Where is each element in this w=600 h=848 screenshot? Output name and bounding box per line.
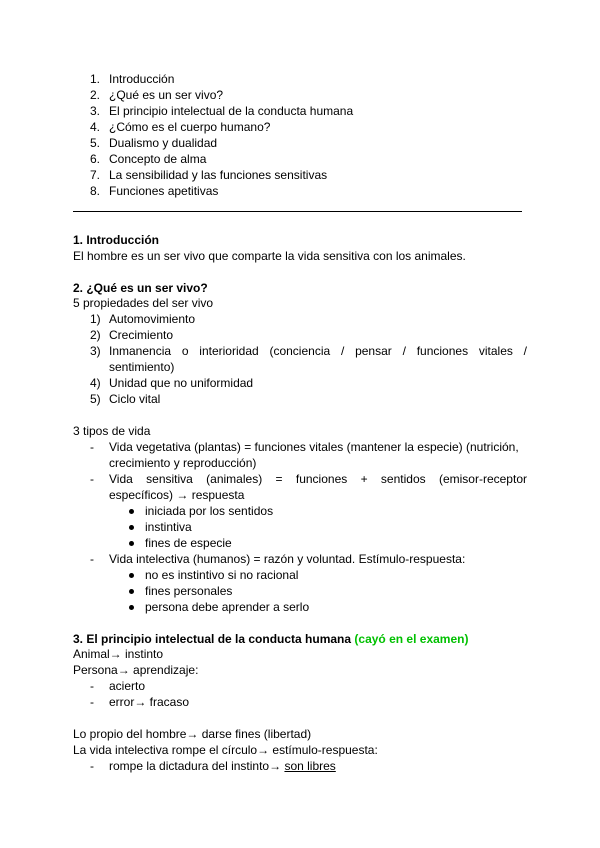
bullet-item: instintiva <box>145 520 192 534</box>
section-heading: 3. El principio intelectual de la conducta humana <box>73 632 352 646</box>
bullet-item: no es instintivo si no racional <box>145 568 299 582</box>
list-item: Vida sensitiva (animales) = funciones + sentidos (emisor-receptor <box>109 472 527 486</box>
toc-item-label: Funciones apetitivas <box>109 184 219 198</box>
toc-item-label: ¿Cómo es el cuerpo humano? <box>109 120 271 134</box>
dash-marker: - <box>90 472 94 486</box>
exam-note: (cayó en el examen) <box>354 632 469 646</box>
horizontal-divider <box>73 211 522 212</box>
toc-item-label: Concepto de alma <box>109 152 207 166</box>
toc-number: 6. <box>90 152 101 166</box>
bullet-item: iniciada por los sentidos <box>145 504 274 518</box>
paragraph: Persona→ aprendizaje: <box>73 663 199 677</box>
toc-number: 4. <box>90 120 101 134</box>
dash-marker: - <box>90 679 94 693</box>
bullet-icon <box>129 573 134 578</box>
toc-number: 2. <box>90 88 101 102</box>
list-number: 2) <box>90 328 101 342</box>
paragraph: 3 tipos de vida <box>73 424 151 438</box>
bullet-item: fines personales <box>145 584 233 598</box>
toc-number: 7. <box>90 168 101 182</box>
toc-item-label: ¿Qué es un ser vivo? <box>109 88 224 102</box>
bullet-icon <box>129 509 134 514</box>
paragraph: Lo propio del hombre→ darse fines (libertad) <box>73 727 312 741</box>
underlined-text: son libres <box>284 759 336 773</box>
toc-item-label: Dualismo y dualidad <box>109 136 218 150</box>
dash-marker: - <box>90 552 94 566</box>
list-item-row <box>109 758 336 774</box>
list-item: error→ fracaso <box>109 695 190 709</box>
bullet-item: fines de especie <box>145 536 232 550</box>
toc-number: 8. <box>90 184 101 198</box>
toc-item-label: El principio intelectual de la conducta humana <box>109 104 354 118</box>
toc-number: 3. <box>90 104 101 118</box>
list-item: rompe la dictadura del instinto→ <box>109 759 282 773</box>
list-item-continuation: crecimiento y reproducción) <box>109 456 257 470</box>
list-item: Vida vegetativa (plantas) = funciones vitales (mantener la especie) (nutrición, <box>109 440 519 454</box>
paragraph: La vida intelectiva rompe el círculo→ estímulo-respuesta: <box>73 743 378 757</box>
dash-marker: - <box>90 440 94 454</box>
bullet-icon <box>129 525 134 530</box>
list-number: 4) <box>90 376 101 390</box>
section-heading: 1. Introducción <box>73 233 160 247</box>
toc-number: 5. <box>90 136 101 150</box>
paragraph: Animal→ instinto <box>73 647 164 661</box>
list-item: Automovimiento <box>109 312 196 326</box>
list-item: Crecimiento <box>109 328 174 342</box>
paragraph: El hombre es un ser vivo que comparte la vida sensitiva con los animales. <box>73 249 466 263</box>
toc-number: 1. <box>90 72 101 86</box>
section-heading-row <box>73 631 468 647</box>
bullet-icon <box>129 605 134 610</box>
list-item: Inmanencia o interioridad (conciencia / pensar / funciones vitales / <box>109 344 527 358</box>
bullet-icon <box>129 541 134 546</box>
list-item: Vida intelectiva (humanos) = razón y voluntad. Estímulo-respuesta: <box>109 552 466 566</box>
bullet-item: persona debe aprender a serlo <box>145 600 310 614</box>
list-item: Ciclo vital <box>109 392 161 406</box>
dash-marker: - <box>90 759 94 773</box>
toc-item-label: Introducción <box>109 72 175 86</box>
list-number: 3) <box>90 344 101 358</box>
list-item-continuation: específicos) → respuesta <box>109 488 245 502</box>
list-number: 1) <box>90 312 101 326</box>
toc-item-label: La sensibilidad y las funciones sensitivas <box>109 168 328 182</box>
paragraph: 5 propiedades del ser vivo <box>73 296 214 310</box>
list-item: acierto <box>109 679 146 693</box>
dash-marker: - <box>90 695 94 709</box>
list-item: Unidad que no uniformidad <box>109 376 254 390</box>
list-item-continuation: sentimiento) <box>109 360 175 374</box>
bullet-icon <box>129 589 134 594</box>
list-number: 5) <box>90 392 101 406</box>
section-heading: 2. ¿Qué es un ser vivo? <box>73 281 208 295</box>
